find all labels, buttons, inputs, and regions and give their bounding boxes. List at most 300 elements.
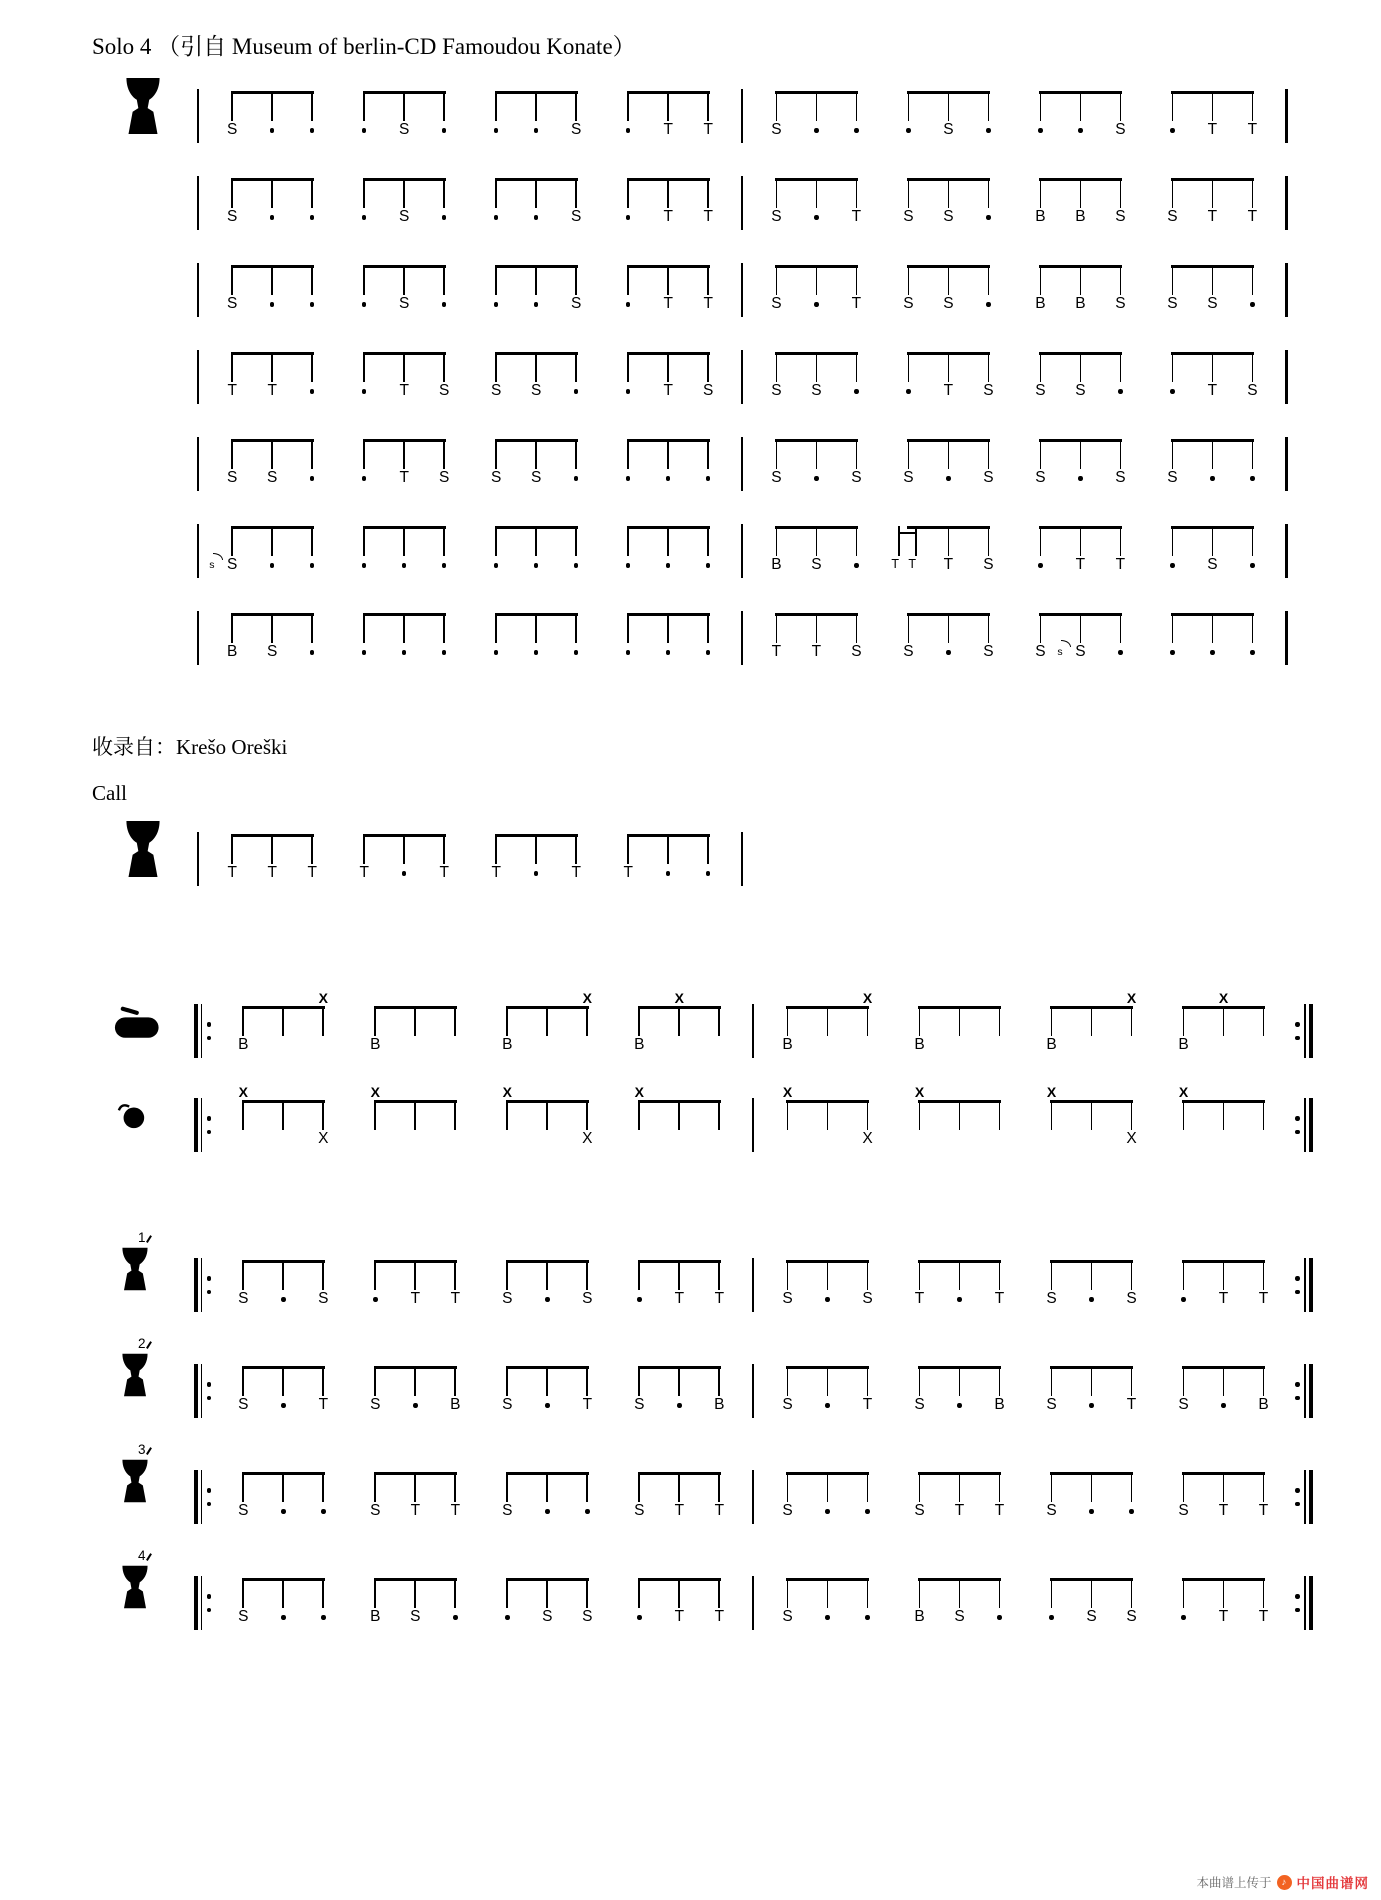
credit-line: 收录自：Krešo Oreški: [92, 735, 288, 759]
note-stem: [627, 352, 629, 382]
staff: [192, 597, 1293, 665]
rest-dot: [688, 469, 728, 481]
rest-dot: [648, 864, 688, 876]
note-cell: [1020, 91, 1060, 143]
note-letter: B: [714, 1396, 725, 1413]
note-letter: S: [531, 469, 542, 486]
note-stem: [1212, 352, 1214, 382]
rest-dot: [556, 643, 596, 655]
rest-dot: [1060, 121, 1100, 133]
note-letter: S: [227, 208, 238, 225]
note-cell: [1203, 990, 1243, 1058]
rest-dot: [1031, 1608, 1071, 1620]
note-stem: [443, 613, 445, 643]
note-cell: [435, 1578, 475, 1630]
note-cell: [847, 1260, 887, 1312]
note-stem: [1040, 265, 1042, 295]
accompaniment-line-1: [92, 1230, 1381, 1312]
note-letter: B: [1075, 295, 1086, 312]
beat-group: [756, 510, 876, 578]
note-cell: [212, 439, 252, 491]
rest-dot: [836, 556, 876, 568]
note-cell: [836, 265, 876, 317]
note-stem: [787, 1006, 789, 1036]
note-letter: S: [634, 1502, 645, 1519]
note-cell: [807, 1006, 847, 1058]
note-cell: [516, 265, 556, 317]
beat-group: [476, 162, 596, 230]
note-stem: [586, 1100, 588, 1130]
note-cell: [659, 1366, 699, 1418]
note-stem: [988, 439, 990, 469]
solo-line-7: [92, 597, 1381, 665]
note-letter: S: [1178, 1502, 1189, 1519]
barline: [741, 263, 743, 317]
note-cell: [567, 1366, 607, 1418]
beat-group: [899, 1562, 1019, 1630]
note-cell: [567, 990, 607, 1058]
rest-dot: [1163, 1290, 1203, 1302]
note-stem: [867, 1578, 869, 1608]
rest-dot: [344, 382, 384, 394]
staff: [192, 990, 1315, 1058]
note-cell: [836, 613, 876, 665]
note-letter: S: [1115, 469, 1126, 486]
note-cell: [767, 1472, 807, 1524]
note-stem: [1172, 439, 1174, 469]
note-letter: S: [954, 1608, 965, 1625]
note-stem: [908, 91, 910, 121]
note-letter: B: [1075, 208, 1086, 225]
note-stem: [282, 1006, 284, 1036]
note-cell: [516, 178, 556, 230]
note-letter: B: [634, 1036, 645, 1053]
note-cell: [1020, 265, 1060, 317]
note-stem: [908, 352, 910, 382]
note-letter: S: [1126, 1608, 1137, 1625]
note-stem: [999, 1472, 1001, 1502]
note-cell: [1031, 1260, 1071, 1312]
rest-dot: [292, 643, 332, 655]
note-stem: [575, 526, 577, 556]
note-letter: S: [227, 295, 238, 312]
note-cell: [424, 439, 464, 491]
note-cell: [1192, 265, 1232, 317]
repeat-end-barline: [1293, 1470, 1312, 1524]
rest-dot: [1152, 121, 1192, 133]
note-stem: [627, 439, 629, 469]
stroke-x-mark: X: [782, 1084, 793, 1100]
note-stem: [638, 1100, 640, 1130]
note-stem: [1172, 352, 1174, 382]
note-letter: S: [1178, 1396, 1189, 1413]
note-stem: [1131, 1260, 1133, 1290]
note-letter: T: [663, 382, 673, 399]
note-cell: [767, 1006, 807, 1058]
note-cell: [344, 352, 384, 404]
note-cell: [968, 526, 1008, 578]
staff: [192, 1456, 1315, 1524]
note-cell: [355, 1366, 395, 1418]
note-cell: [252, 91, 292, 143]
measure: [217, 1562, 745, 1630]
note-cell: [1243, 1366, 1283, 1418]
beat-group: [608, 510, 728, 578]
measure: [761, 1456, 1289, 1524]
note-letter: T: [410, 1290, 421, 1307]
note-cell: [1100, 91, 1140, 143]
measure: [761, 1350, 1289, 1418]
repeat-end-barline: [1293, 1576, 1312, 1630]
beat-group: [355, 1562, 475, 1630]
note-stem: [546, 1100, 548, 1130]
note-letter: T: [623, 864, 633, 881]
note-cell: [384, 265, 424, 317]
beat-group: [619, 1084, 739, 1152]
rest-dot: [847, 1608, 887, 1620]
note-stem: [988, 613, 990, 643]
note-cell: [476, 526, 516, 578]
note-stem: [638, 1578, 640, 1608]
rest-dot: [516, 295, 556, 307]
note-stem: [816, 91, 818, 121]
note-letter: T: [994, 1290, 1005, 1307]
note-cell: [1152, 91, 1192, 143]
note-stem: [1263, 1366, 1265, 1396]
note-letter: T: [851, 208, 862, 225]
note-stem: [586, 1472, 588, 1502]
note-cell: [979, 1578, 1019, 1630]
note-cell: [1152, 526, 1192, 578]
note-letter: S: [491, 469, 502, 486]
measure: [750, 249, 1278, 317]
note-letter: S: [502, 1290, 513, 1307]
note-stem: [908, 265, 910, 295]
note-cell: [699, 1578, 739, 1630]
rest-dot: [476, 643, 516, 655]
note-stem: [322, 1578, 324, 1608]
barline: [752, 1258, 754, 1312]
note-stem: [311, 352, 313, 382]
note-stem: [443, 265, 445, 295]
note-stem: [1252, 613, 1254, 643]
note-cell: [384, 91, 424, 143]
rest-dot: [968, 295, 1008, 307]
note-cell: [1192, 178, 1232, 230]
note-cell: [567, 1472, 607, 1524]
beat-group: [608, 336, 728, 404]
rest-dot: [1232, 643, 1272, 655]
note-cell: [1057, 613, 1100, 665]
note-stem: [1252, 91, 1254, 121]
note-letter: T: [862, 1396, 873, 1413]
note-cell: [303, 1260, 343, 1312]
rest-dot: [355, 1290, 395, 1302]
note-letter: S: [703, 382, 714, 399]
note-cell: [303, 1578, 343, 1630]
note-cell: [384, 439, 424, 491]
note-letter: T: [714, 1502, 725, 1519]
barline: [1285, 263, 1287, 317]
note-cell: [1020, 352, 1060, 404]
note-stem: [231, 178, 233, 208]
note-stem: [506, 1472, 508, 1502]
rest-dot: [796, 121, 836, 133]
note-stem: [535, 265, 537, 295]
note-stem: [1131, 1472, 1133, 1502]
note-cell: [699, 1100, 739, 1152]
note-stem: [627, 613, 629, 643]
note-cell: [487, 1472, 527, 1524]
note-cell: [847, 1100, 887, 1152]
note-stem: [1051, 1100, 1053, 1130]
note-stem: [776, 613, 778, 643]
note-stem: [776, 526, 778, 556]
note-stem: [1131, 1006, 1133, 1036]
note-letter: B: [1035, 208, 1046, 225]
note-cell: [979, 1260, 1019, 1312]
note-stem: [1120, 613, 1122, 643]
note-stem: [1120, 526, 1122, 556]
note-stem: [856, 91, 858, 121]
note-cell: [928, 439, 968, 491]
measure: [217, 1456, 745, 1524]
note-cell: [344, 613, 384, 665]
note-stem: [718, 1006, 720, 1036]
note-cell: [252, 526, 292, 578]
note-cell: [807, 1100, 847, 1152]
note-cell: [435, 1006, 475, 1058]
note-cell: [1060, 178, 1100, 230]
note-cell: [1232, 265, 1272, 317]
instrument-slot: [92, 1230, 192, 1291]
beat-group: [888, 423, 1008, 491]
note-letter: T: [1247, 208, 1258, 225]
note-stem: [776, 439, 778, 469]
rest-dot: [344, 208, 384, 220]
note-stem: [454, 1472, 456, 1502]
measure: [761, 1084, 1289, 1152]
note-cell: [395, 1472, 435, 1524]
note-cell: [1020, 439, 1060, 491]
note-cell: [292, 613, 332, 665]
rest-dot: [836, 121, 876, 133]
note-cell: [1243, 1260, 1283, 1312]
note-letter: T: [703, 208, 713, 225]
barline: [197, 350, 199, 404]
note-stem: [988, 352, 990, 382]
rest-dot: [608, 208, 648, 220]
note-stem: [776, 178, 778, 208]
site-name: 中国曲谱网: [1296, 1876, 1369, 1891]
rest-dot: [263, 1608, 303, 1620]
note-stem: [816, 439, 818, 469]
rest-dot: [608, 121, 648, 133]
beat-group: [756, 75, 876, 143]
note-cell: [556, 526, 596, 578]
barline: [1285, 350, 1287, 404]
note-cell: [556, 613, 596, 665]
note-letter: S: [1167, 469, 1178, 486]
rest-dot: [516, 208, 556, 220]
beat-group: [344, 249, 464, 317]
note-stem: [1091, 1100, 1093, 1130]
repeat-start-barline: [194, 1364, 213, 1418]
rest-dot: [395, 1396, 435, 1408]
beat-group: [1152, 162, 1272, 230]
rest-dot: [688, 556, 728, 568]
note-stem: [1252, 265, 1254, 295]
note-stem: [1212, 613, 1214, 643]
rest-dot: [292, 121, 332, 133]
beat-group: [355, 990, 475, 1058]
note-cell: [303, 1366, 343, 1418]
note-cell: [899, 1260, 939, 1312]
instrument-slot: [92, 1548, 192, 1609]
beat-group: [212, 423, 332, 491]
barline: [1285, 611, 1287, 665]
note-cell: [527, 1006, 567, 1058]
rest-dot: [619, 1608, 659, 1620]
note-cell: [608, 265, 648, 317]
barline: [197, 832, 199, 886]
measure: [206, 249, 734, 317]
note-cell: [619, 1472, 659, 1524]
beat-group: [608, 249, 728, 317]
note-cell: [619, 1006, 659, 1058]
note-stem: [1263, 1006, 1265, 1036]
note-cell: [516, 834, 556, 886]
note-letter: S: [1247, 382, 1258, 399]
rest-dot: [939, 1290, 979, 1302]
measure: [750, 162, 1278, 230]
note-letter: S: [439, 382, 450, 399]
note-letter: T: [663, 208, 673, 225]
measure: [206, 423, 734, 491]
note-stem: [1080, 178, 1082, 208]
note-letter: S: [502, 1502, 513, 1519]
measure: [750, 336, 1278, 404]
note-stem: [999, 1578, 1001, 1608]
measure: [750, 423, 1278, 491]
note-stem: [586, 1260, 588, 1290]
watermark: [1196, 1872, 1369, 1892]
note-stem: [638, 1006, 640, 1036]
note-stem: [506, 1100, 508, 1130]
beat-group: [619, 990, 739, 1058]
note-stem: [627, 526, 629, 556]
stroke-x-mark: X: [1046, 1084, 1057, 1100]
beat-group: [476, 510, 596, 578]
note-stem: [495, 178, 497, 208]
measure: [750, 510, 1278, 578]
beat-group: [1163, 1456, 1283, 1524]
rest-dot: [939, 1396, 979, 1408]
rest-dot: [1020, 556, 1060, 568]
note-cell: [756, 265, 796, 317]
note-cell: [659, 990, 699, 1058]
note-cell: [608, 834, 648, 886]
note-stem: [575, 352, 577, 382]
note-letter: S: [1086, 1608, 1097, 1625]
note-cell: [384, 178, 424, 230]
repeat-end-barline: [1293, 1258, 1312, 1312]
note-letter: T: [1207, 382, 1218, 399]
note-cell: [939, 1260, 979, 1312]
note-cell: [807, 1578, 847, 1630]
beat-group: [344, 336, 464, 404]
note-cell: [1071, 1100, 1111, 1152]
note-cell: [1111, 1260, 1151, 1312]
note-letter: T: [1247, 121, 1258, 138]
note-stem: [1223, 1472, 1225, 1502]
rest-dot: [344, 469, 384, 481]
note-cell: [223, 1366, 263, 1418]
rest-dot: [435, 1608, 475, 1620]
note-letter: T: [943, 382, 954, 399]
note-letter: T: [318, 1396, 329, 1413]
watermark-prefix: 本曲谱上传于: [1196, 1876, 1272, 1890]
note-letter: S: [1207, 295, 1218, 312]
rest-dot: [1232, 469, 1272, 481]
measure: [217, 1084, 745, 1152]
note-stem: [546, 1006, 548, 1036]
note-cell: [968, 91, 1008, 143]
rest-dot: [292, 208, 332, 220]
rest-dot: [979, 1608, 1019, 1620]
note-cell: [928, 352, 968, 404]
note-stem: [1212, 439, 1214, 469]
beat-group: [1152, 336, 1272, 404]
note-cell: [212, 613, 252, 665]
note-stem: [718, 1366, 720, 1396]
note-cell: [939, 1366, 979, 1418]
note-stem: [827, 1100, 829, 1130]
note-stem: [667, 834, 669, 864]
note-letter: S: [811, 556, 822, 573]
beat-group: [1152, 510, 1272, 578]
note-cell: [1163, 1472, 1203, 1524]
note-cell: [344, 91, 384, 143]
note-cell: [1060, 265, 1100, 317]
note-stem: [546, 1578, 548, 1608]
rest-dot: [252, 556, 292, 568]
note-letter: B: [1035, 295, 1046, 312]
barline: [752, 1098, 754, 1152]
rest-dot: [487, 1608, 527, 1620]
note-stem: [363, 352, 365, 382]
note-stem: [787, 1578, 789, 1608]
note-stem: [1080, 526, 1082, 556]
note-cell: [1031, 1472, 1071, 1524]
note-cell: [424, 526, 464, 578]
note-stem: [1091, 1366, 1093, 1396]
rest-dot: [796, 469, 836, 481]
note-cell: [424, 613, 464, 665]
barline: [197, 524, 199, 578]
solo-line-3: [92, 249, 1381, 317]
note-cell: [344, 439, 384, 491]
note-cell: [619, 1084, 659, 1152]
measure: [761, 1244, 1289, 1312]
note-cell: [1192, 613, 1232, 665]
note-cell: [1031, 1366, 1071, 1418]
note-letter: S: [370, 1396, 381, 1413]
note-stem: [535, 834, 537, 864]
note-stem: [1080, 352, 1082, 382]
rest-dot: [424, 643, 464, 655]
note-cell: [688, 526, 728, 578]
